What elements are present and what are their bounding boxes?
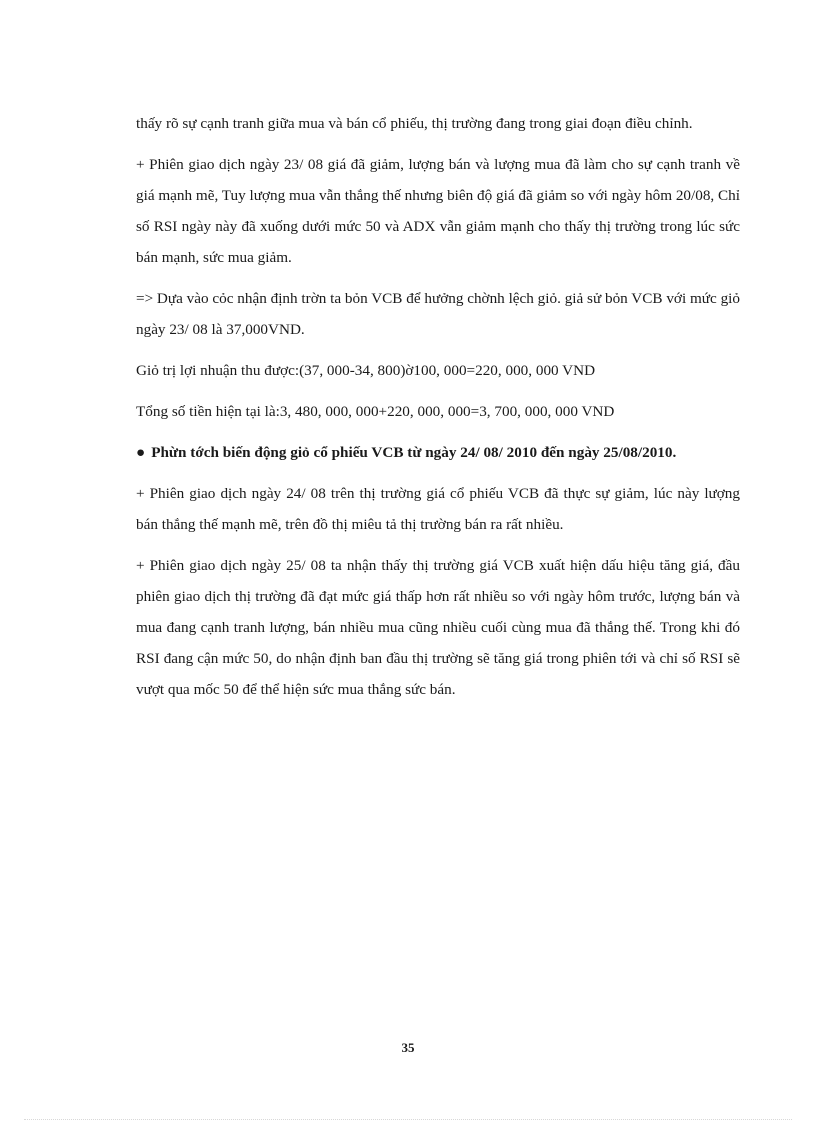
page-bottom-divider — [24, 1119, 792, 1120]
bullet-icon: ● — [136, 444, 146, 461]
paragraph-market-adjustment: thấy rõ sự cạnh tranh giữa mua và bán cổ phiếu, thị trường đang trong giai đoạn điều chỉnh. — [136, 115, 693, 132]
paragraph-session-25-08: + Phiên giao dịch ngày 25/ 08 ta nhận thấy thị trường giá VCB xuất hiện dấu hiệu tăng giá, đầu phiên giao dịch thị trường đã đạt mức giá thấp hơn rất nhiều so với ngày hôm trước, lượng bán và mua đang cạnh tranh lượng, bán nhiều mua cũng nhiều cuối cùng mua đã thắng thế. Trong khi đó RSI đang cận mức 50, do nhận định ban đầu thị trường sẽ tăng giá trong phiên tới và chỉ số RSI sẽ vượt qua mốc 50 để thể hiện sức mua thắng sức bán. — [136, 557, 740, 698]
section-heading-text: Phừn tớch biến động giỏ cổ phiếu VCB từ ngày 24/ 08/ 2010 đến ngày 25/08/2010. — [151, 444, 677, 461]
paragraph-total-money: Tổng số tiền hiện tại là:3, 480, 000, 000+220, 000, 000=3, 700, 000, 000 VND — [136, 403, 615, 420]
section-heading-analysis — [136, 437, 740, 468]
page-body — [136, 108, 740, 715]
paragraph-session-23-08: + Phiên giao dịch ngày 23/ 08 giá đã giảm, lượng bán và lượng mua đã làm cho sự cạnh tranh về giá mạnh mẽ, Tuy lượng mua vẫn thắng thế nhưng biên độ giá đã giảm so với ngày hôm 20/08, Chỉ số RSI ngày này đã xuống dưới mức 50 và ADX vẫn giảm mạnh cho thấy thị trường trong lúc sức bán mạnh, sức mua giảm. — [136, 156, 740, 266]
paragraph-profit-value: Giỏ trị lợi nhuận thu được:(37, 000-34, 800)ờ100, 000=220, 000, 000 VND — [136, 362, 596, 379]
paragraph-session-24-08: + Phiên giao dịch ngày 24/ 08 trên thị trường giá cổ phiếu VCB đã thực sự giảm, lúc này lượng bán thắng thế mạnh mẽ, trên đồ thị miêu tả thị trường bán ra rất nhiều. — [136, 485, 740, 533]
paragraph-sell-decision: => Dựa vào cỏc nhận định trờn ta bỏn VCB để hưởng chờnh lệch giỏ. giả sử bỏn VCB với mức giỏ ngày 23/ 08 là 37,000VND. — [136, 290, 740, 338]
page-number: 35 — [401, 1040, 415, 1055]
